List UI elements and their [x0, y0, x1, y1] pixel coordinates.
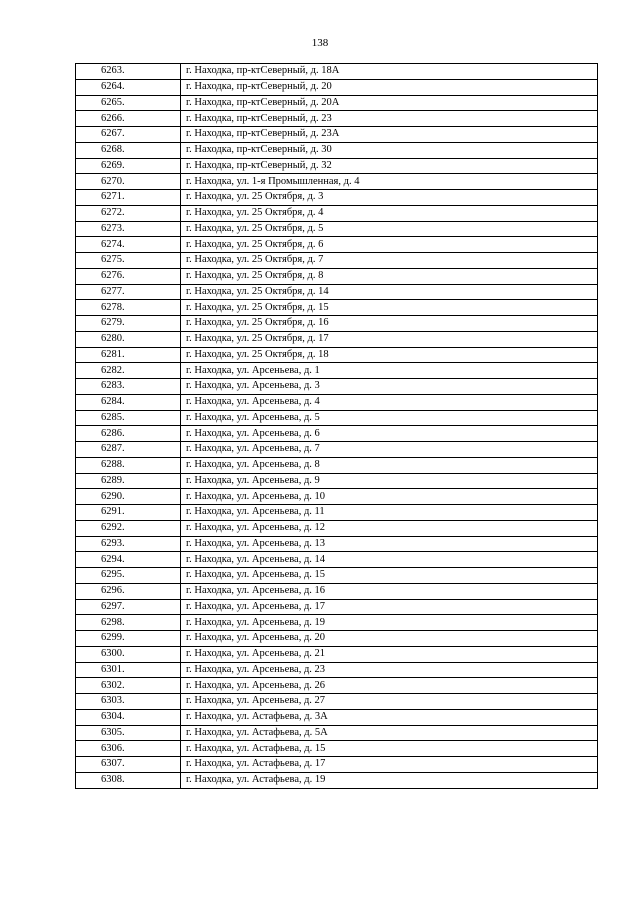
table-row [76, 457, 598, 473]
address-cell: г. Находка, ул. 25 Октября, д. 14 [181, 284, 598, 300]
address-cell: г. Находка, ул. Арсеньева, д. 21 [181, 646, 598, 662]
address-cell: г. Находка, пр-ктСеверный, д. 20А [181, 95, 598, 111]
address-cell: г. Находка, ул. 25 Октября, д. 16 [181, 316, 598, 332]
table-row [76, 741, 598, 757]
table-row [76, 536, 598, 552]
table-row [76, 268, 598, 284]
page-number: 138 [311, 37, 329, 49]
row-number-cell: 6293. [76, 536, 181, 552]
table-row [76, 520, 598, 536]
table-row [76, 615, 598, 631]
row-number-cell: 6295. [76, 568, 181, 584]
row-number-cell: 6269. [76, 158, 181, 174]
row-number-cell: 6270. [76, 174, 181, 190]
address-table [75, 63, 598, 789]
row-number-cell: 6302. [76, 678, 181, 694]
row-number-cell: 6263. [76, 64, 181, 80]
address-cell: г. Находка, ул. Астафьева, д. 3А [181, 709, 598, 725]
table-row [76, 599, 598, 615]
address-cell: г. Находка, ул. Арсеньева, д. 13 [181, 536, 598, 552]
table-row [76, 473, 598, 489]
address-cell: г. Находка, ул. 25 Октября, д. 7 [181, 253, 598, 269]
table-row [76, 410, 598, 426]
row-number-cell: 6286. [76, 426, 181, 442]
table-row [76, 158, 598, 174]
row-number-cell: 6296. [76, 583, 181, 599]
table-row [76, 489, 598, 505]
row-number-cell: 6299. [76, 631, 181, 647]
address-cell: г. Находка, ул. Арсеньева, д. 20 [181, 631, 598, 647]
table-row [76, 64, 598, 80]
address-cell: г. Находка, ул. Арсеньева, д. 19 [181, 615, 598, 631]
table-row [76, 347, 598, 363]
address-cell: г. Находка, ул. Арсеньева, д. 8 [181, 457, 598, 473]
row-number-cell: 6292. [76, 520, 181, 536]
address-cell: г. Находка, ул. Астафьева, д. 17 [181, 757, 598, 773]
row-number-cell: 6285. [76, 410, 181, 426]
address-cell: г. Находка, ул. Арсеньева, д. 17 [181, 599, 598, 615]
address-cell: г. Находка, пр-ктСеверный, д. 20 [181, 79, 598, 95]
address-cell: г. Находка, ул. Арсеньева, д. 5 [181, 410, 598, 426]
row-number-cell: 6306. [76, 741, 181, 757]
address-cell: г. Находка, ул. Арсеньева, д. 6 [181, 426, 598, 442]
row-number-cell: 6287. [76, 442, 181, 458]
row-number-cell: 6280. [76, 331, 181, 347]
table-row [76, 95, 598, 111]
table-row [76, 205, 598, 221]
table-row [76, 709, 598, 725]
row-number-cell: 6282. [76, 363, 181, 379]
table-row [76, 646, 598, 662]
table-row [76, 284, 598, 300]
row-number-cell: 6305. [76, 725, 181, 741]
address-cell: г. Находка, ул. Арсеньева, д. 11 [181, 505, 598, 521]
address-cell: г. Находка, ул. Астафьева, д. 19 [181, 772, 598, 788]
row-number-cell: 6307. [76, 757, 181, 773]
address-cell: г. Находка, ул. 25 Октября, д. 15 [181, 300, 598, 316]
address-cell: г. Находка, пр-ктСеверный, д. 30 [181, 142, 598, 158]
table-row [76, 253, 598, 269]
address-cell: г. Находка, ул. 25 Октября, д. 5 [181, 221, 598, 237]
row-number-cell: 6274. [76, 237, 181, 253]
table-row [76, 190, 598, 206]
address-cell: г. Находка, пр-ктСеверный, д. 23 [181, 111, 598, 127]
table-row [76, 221, 598, 237]
address-cell: г. Находка, ул. 25 Октября, д. 8 [181, 268, 598, 284]
row-number-cell: 6281. [76, 347, 181, 363]
row-number-cell: 6265. [76, 95, 181, 111]
address-cell: г. Находка, ул. Арсеньева, д. 7 [181, 442, 598, 458]
table-row [76, 316, 598, 332]
row-number-cell: 6304. [76, 709, 181, 725]
address-cell: г. Находка, ул. Арсеньева, д. 27 [181, 694, 598, 710]
address-cell: г. Находка, пр-ктСеверный, д. 32 [181, 158, 598, 174]
table-row [76, 237, 598, 253]
row-number-cell: 6278. [76, 300, 181, 316]
address-cell: г. Находка, ул. Арсеньева, д. 14 [181, 552, 598, 568]
row-number-cell: 6283. [76, 379, 181, 395]
table-row [76, 772, 598, 788]
table-row [76, 142, 598, 158]
table-row [76, 442, 598, 458]
address-cell: г. Находка, ул. 25 Октября, д. 3 [181, 190, 598, 206]
address-cell: г. Находка, ул. Арсеньева, д. 1 [181, 363, 598, 379]
address-cell: г. Находка, ул. Астафьева, д. 5А [181, 725, 598, 741]
table-row [76, 331, 598, 347]
table-row [76, 568, 598, 584]
row-number-cell: 6294. [76, 552, 181, 568]
table-row [76, 631, 598, 647]
row-number-cell: 6303. [76, 694, 181, 710]
row-number-cell: 6301. [76, 662, 181, 678]
table-row [76, 174, 598, 190]
row-number-cell: 6277. [76, 284, 181, 300]
address-cell: г. Находка, ул. Арсеньева, д. 15 [181, 568, 598, 584]
table-row [76, 79, 598, 95]
table-row [76, 127, 598, 143]
row-number-cell: 6300. [76, 646, 181, 662]
table-row [76, 757, 598, 773]
row-number-cell: 6284. [76, 394, 181, 410]
table-row [76, 426, 598, 442]
row-number-cell: 6288. [76, 457, 181, 473]
row-number-cell: 6308. [76, 772, 181, 788]
row-number-cell: 6298. [76, 615, 181, 631]
row-number-cell: 6272. [76, 205, 181, 221]
address-cell: г. Находка, ул. 1-я Промышленная, д. 4 [181, 174, 598, 190]
row-number-cell: 6289. [76, 473, 181, 489]
address-cell: г. Находка, ул. Арсеньева, д. 16 [181, 583, 598, 599]
row-number-cell: 6266. [76, 111, 181, 127]
address-cell: г. Находка, пр-ктСеверный, д. 18А [181, 64, 598, 80]
row-number-cell: 6276. [76, 268, 181, 284]
row-number-cell: 6267. [76, 127, 181, 143]
row-number-cell: 6271. [76, 190, 181, 206]
address-cell: г. Находка, ул. 25 Октября, д. 4 [181, 205, 598, 221]
row-number-cell: 6264. [76, 79, 181, 95]
table-row [76, 394, 598, 410]
table-row [76, 694, 598, 710]
address-cell: г. Находка, ул. 25 Октября, д. 18 [181, 347, 598, 363]
table-row [76, 662, 598, 678]
address-cell: г. Находка, ул. Арсеньева, д. 4 [181, 394, 598, 410]
row-number-cell: 6268. [76, 142, 181, 158]
table-row [76, 552, 598, 568]
table-row [76, 505, 598, 521]
table-row [76, 583, 598, 599]
address-cell: г. Находка, пр-ктСеверный, д. 23А [181, 127, 598, 143]
address-cell: г. Находка, ул. Арсеньева, д. 26 [181, 678, 598, 694]
address-cell: г. Находка, ул. 25 Октября, д. 17 [181, 331, 598, 347]
table-row [76, 725, 598, 741]
address-cell: г. Находка, ул. Арсеньева, д. 3 [181, 379, 598, 395]
address-cell: г. Находка, ул. 25 Октября, д. 6 [181, 237, 598, 253]
address-cell: г. Находка, ул. Арсеньева, д. 10 [181, 489, 598, 505]
address-cell: г. Находка, ул. Арсеньева, д. 23 [181, 662, 598, 678]
table-row [76, 300, 598, 316]
row-number-cell: 6290. [76, 489, 181, 505]
row-number-cell: 6279. [76, 316, 181, 332]
table-row [76, 111, 598, 127]
address-cell: г. Находка, ул. Астафьева, д. 15 [181, 741, 598, 757]
address-cell: г. Находка, ул. Арсеньева, д. 9 [181, 473, 598, 489]
table-row [76, 379, 598, 395]
table-row [76, 363, 598, 379]
address-cell: г. Находка, ул. Арсеньева, д. 12 [181, 520, 598, 536]
row-number-cell: 6297. [76, 599, 181, 615]
row-number-cell: 6273. [76, 221, 181, 237]
address-table-body [76, 64, 598, 789]
row-number-cell: 6275. [76, 253, 181, 269]
table-row [76, 678, 598, 694]
row-number-cell: 6291. [76, 505, 181, 521]
